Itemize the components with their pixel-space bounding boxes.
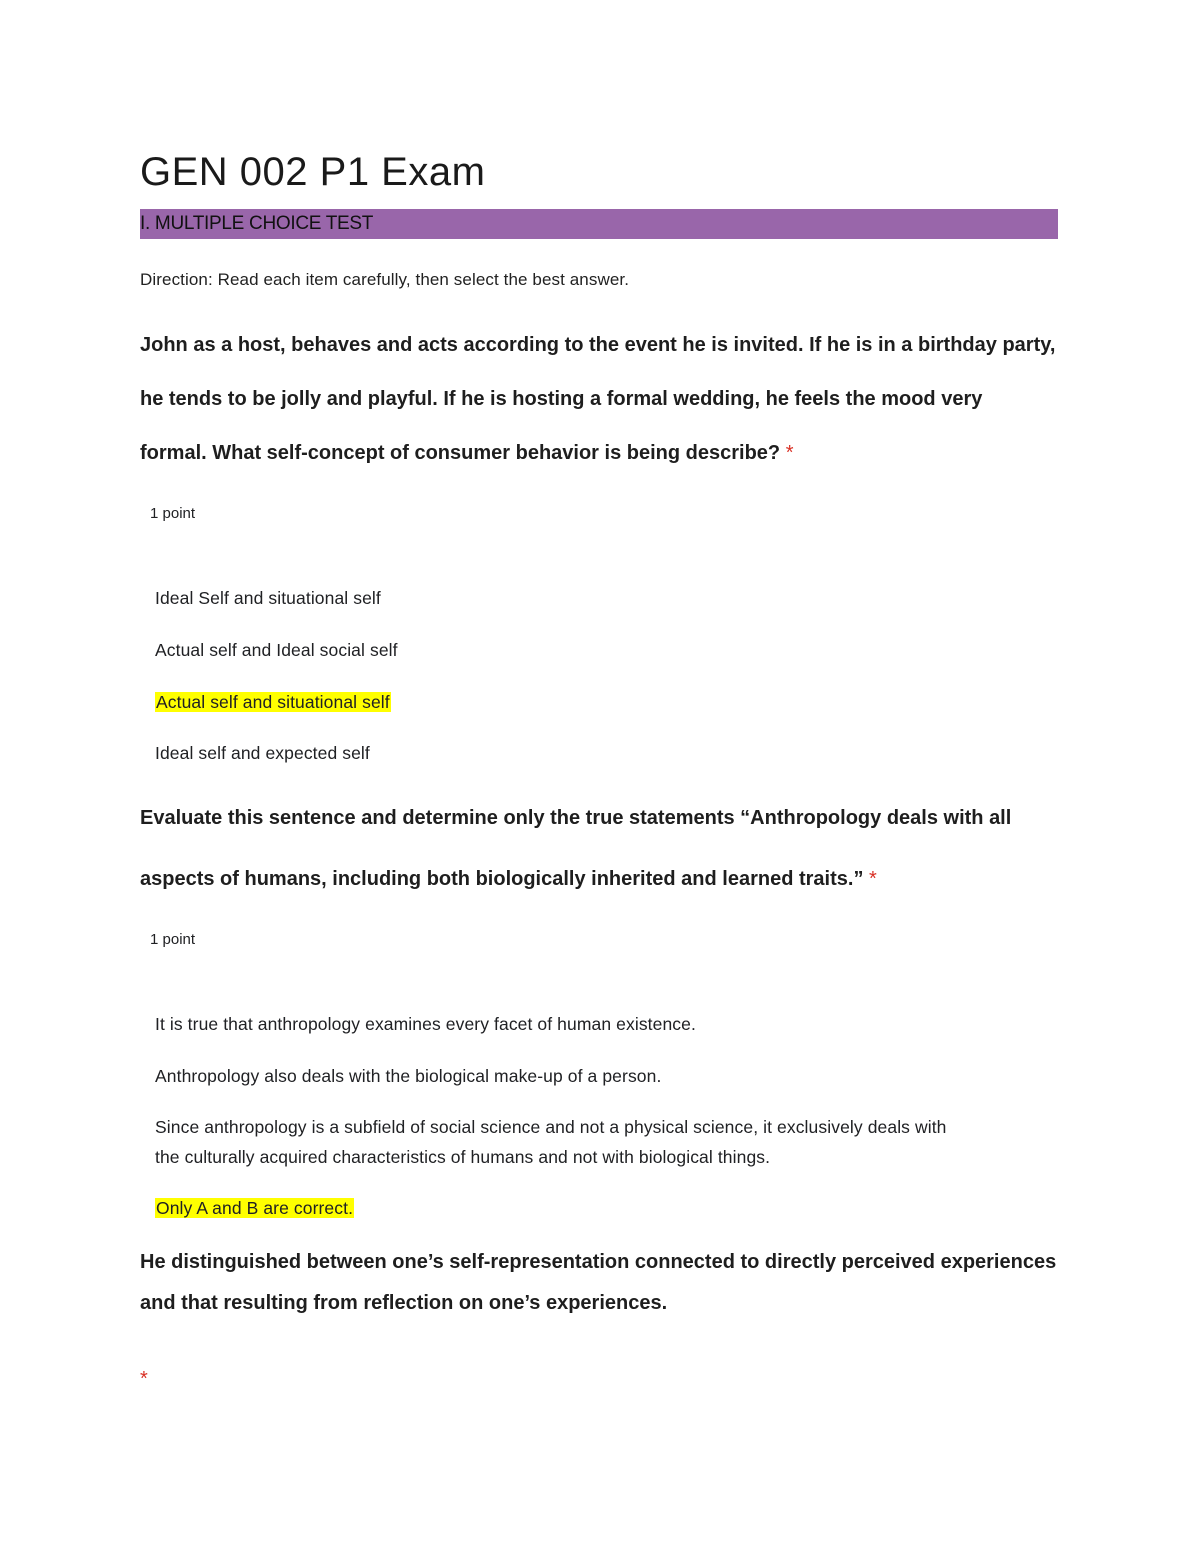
- required-marker: *: [140, 1368, 148, 1390]
- section-heading: I. MULTIPLE CHOICE TEST: [140, 213, 374, 234]
- question-1-line-3: formal. What self-concept of consumer behavior is being describe?: [140, 442, 781, 464]
- question-1-option-a[interactable]: [155, 583, 1035, 613]
- correct-answer-highlight: Actual self and situational self: [156, 692, 390, 712]
- question-1-option-d[interactable]: [155, 738, 1035, 768]
- required-marker: *: [869, 868, 877, 890]
- option-label: Ideal Self and situational self: [155, 588, 381, 608]
- option-label-line-1: Since anthropology is a subfield of social science and not a physical science, it exclusively deals with: [155, 1117, 947, 1137]
- question-2-points: 1 point: [150, 931, 196, 948]
- question-1-option-b[interactable]: [155, 635, 1035, 665]
- question-3-line-1: He distinguished between one’s self-representation connected to directly perceived experiences: [140, 1251, 1057, 1273]
- question-1-points: 1 point: [150, 505, 196, 522]
- question-2-line-2: aspects of humans, including both biologically inherited and learned traits.”: [140, 868, 864, 890]
- question-2-option-d[interactable]: [155, 1193, 1035, 1223]
- question-2-text: [140, 788, 1070, 910]
- direction-text: Direction: Read each item carefully, then select the best answer.: [140, 270, 630, 289]
- correct-answer-highlight: Only A and B are correct.: [156, 1198, 354, 1218]
- question-2-option-c[interactable]: [155, 1112, 1035, 1172]
- option-label: Anthropology also deals with the biological make-up of a person.: [155, 1066, 662, 1086]
- option-label: Actual self and Ideal social self: [155, 640, 398, 660]
- required-marker: *: [785, 442, 794, 464]
- question-1-line-1: John as a host, behaves and acts according to the event he is invited. If he is in a birthday party,: [140, 334, 1056, 356]
- question-1-line-2: he tends to be jolly and playful. If he is hosting a formal wedding, he feels the mood very: [140, 388, 983, 410]
- question-1-option-c[interactable]: [155, 687, 1035, 717]
- question-2-option-b[interactable]: [155, 1061, 1035, 1091]
- option-label: It is true that anthropology examines every facet of human existence.: [155, 1014, 696, 1034]
- question-3-line-2: and that resulting from reflection on one’s experiences.: [140, 1292, 668, 1314]
- page-title: GEN 002 P1 Exam: [140, 150, 486, 194]
- question-2-line-1: Evaluate this sentence and determine only the true statements “Anthropology deals with all: [140, 807, 1012, 829]
- question-3-text: [140, 1242, 1070, 1324]
- option-label: Ideal self and expected self: [155, 743, 370, 763]
- option-label-line-2: the culturally acquired characteristics of humans and not with biological things.: [155, 1147, 771, 1167]
- question-2-option-a[interactable]: [155, 1009, 1035, 1039]
- question-1-text: [140, 318, 1070, 480]
